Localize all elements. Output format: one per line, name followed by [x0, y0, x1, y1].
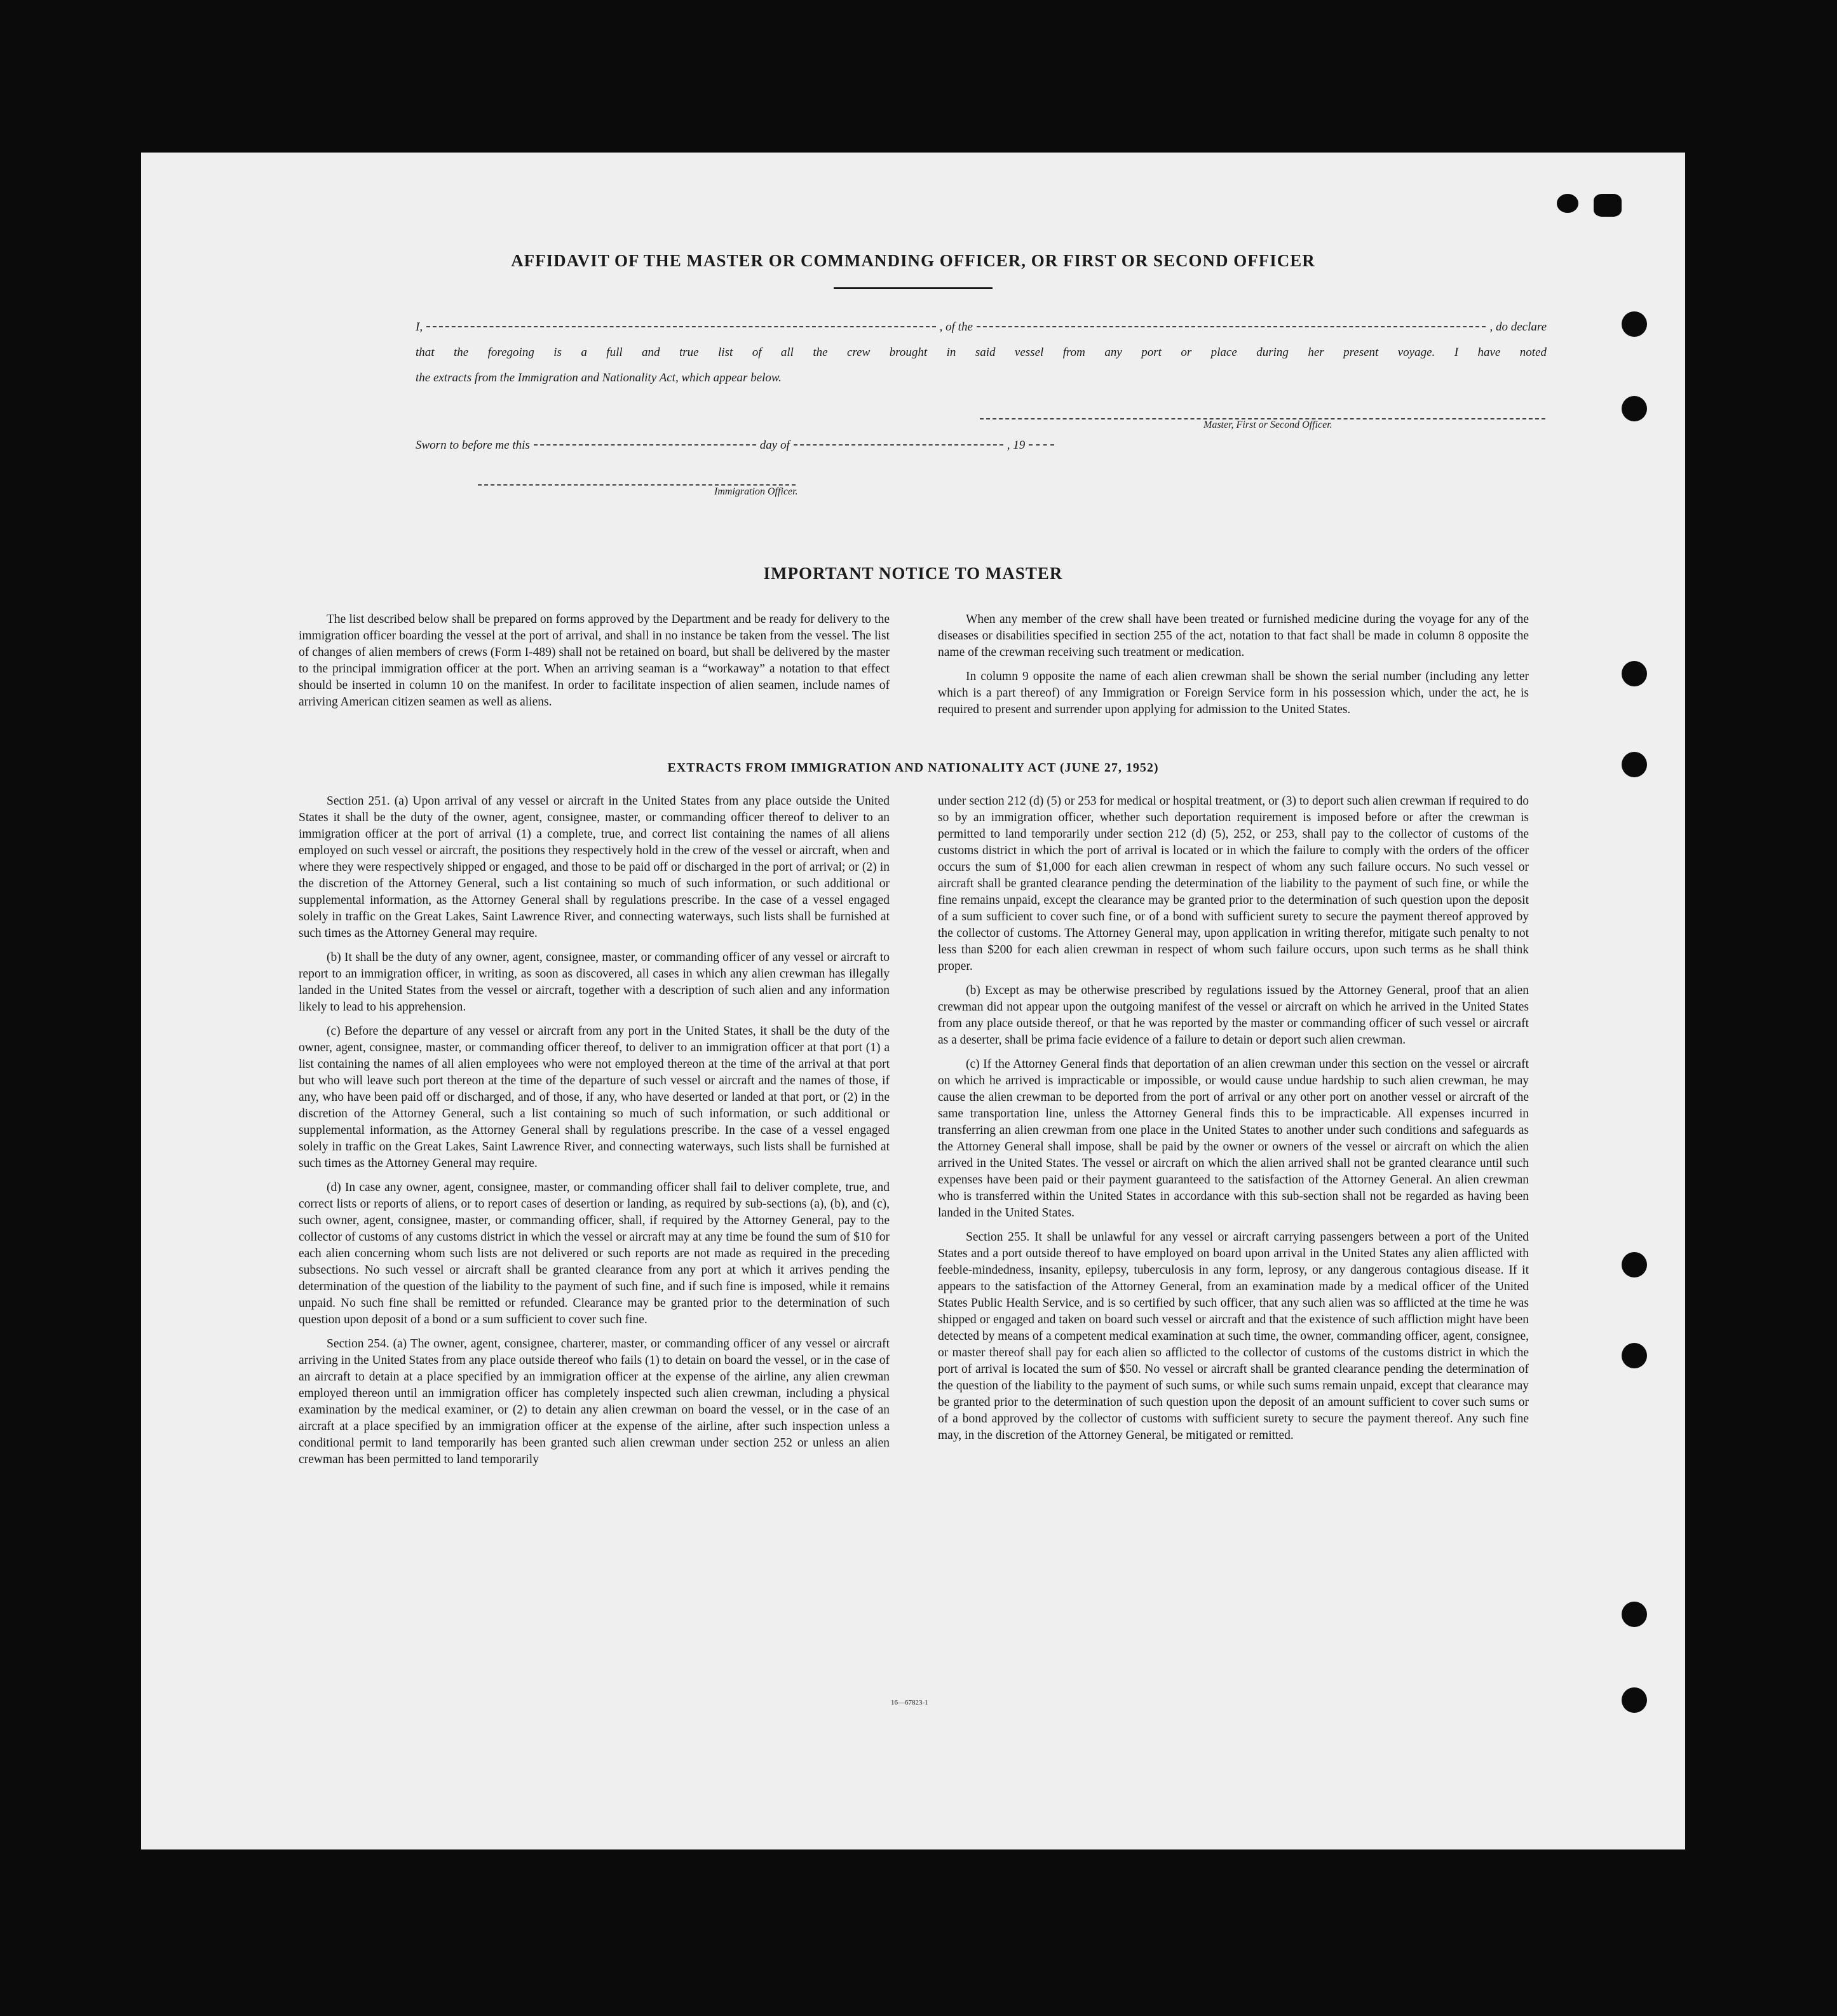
- extract-paragraph: under section 212 (d) (5) or 253 for medical or hospital treatment, or (3) to deport such alien crewman if required to do so by an immigration officer, whether such deportation requirement is imposed before or after the crewman is permitted to land temporarily under section 212 (d) (5), 252, or 253, shall pay to the collector of customs of the customs district in which the port of arrival is located or in which the failure to comply with the orders of the officer occurs the sum of $1,000 for each alien crewman in respect of whom any such failure occurs. No such vessel or aircraft shall be granted clearance pending the determination of the liability to the payment of such fine, or while the fine remains unpaid, except the clearance may be granted prior to the determination of such question upon the deposit of a sum sufficient to cover such fine, or of a bond with sufficient surety to secure the payment thereof approved by the collector of customs. The Attorney General may, upon application in writing therefor, mitigate such penalty to not less than $200 for each alien crewman in respect of whom such failure occurs, upon such terms as he shall think proper.: [938, 794, 1529, 973]
- master-caption: Master, First or Second Officer.: [1203, 419, 1332, 430]
- extract-paragraph: (c) If the Attorney General finds that deportation of an alien crewman under this section on the vessel or aircraft on which he arrived is impracticable or impossible, or would cause undue hardship to such alien crewman, he may cause the alien crewman to be deported from the port of arrival or any other port on another vessel or aircraft of the same transportation line, unless the Attorney General finds this to be impracticable. All expenses incurred in transferring an alien crewman from one place in the United States to another under such conditions and safeguards as the Attorney General shall impose, shall be paid by the owner or owners of the vessel or aircraft on which the alien arrived in the United States. The vessel or aircraft on which the alien arrived shall not be granted clearance until such expenses have been paid or their payment guaranteed to the satisfaction of the Attorney General. An alien crewman who is transferred within the United States in accordance with this sub-section shall not be regarded as having been landed in the United States.: [938, 1058, 1529, 1220]
- name-blank[interactable]: [426, 326, 936, 327]
- extract-paragraph: Section 251. (a) Upon arrival of any vessel or aircraft in the United States from any place outside the United States it shall be the duty of the owner, agent, consignee, master, or commanding officer thereof to deliver to an immigration officer at the port of arrival (1) a complete, true, and correct list containing the names of all aliens employed on such vessel or aircraft, the positions they respectively hold in the crew of the vessel or aircraft, when and where they were respectively shipped or engaged, and those to be paid off or discharged in the port of arrival; or (2) in the discretion of the Attorney General, such a list containing so much of such information, or such additional or supplemental information, as the Attorney General shall by regulations prescribe. In the case of a vessel engaged solely in traffic on the Great Lakes, Saint Lawrence River, and connecting waterways, such lists shall be furnished at such times as the Attorney General may require.: [299, 794, 890, 940]
- officer-signature-line[interactable]: [478, 484, 796, 486]
- declaration-line-1: [416, 315, 1547, 340]
- notice-right-paragraph-1: When any member of the crew shall have been treated or furnished medicine during the voyage for any of the diseases or disabilities specified in section 255 of the act, notation to that fact shall be made in column 8 opposite the name of the crewman receiving such treatment or medication.: [938, 613, 1529, 659]
- punch-hole: [1622, 661, 1647, 686]
- declaration-i: I,: [416, 320, 423, 334]
- declaration-line-3: the extracts from the Immigration and Nationality Act, which appear below.: [416, 371, 782, 385]
- notice-right-paragraph-2: In column 9 opposite the name of each alien crewman shall be shown the serial number (including any letter which is a part thereof) of any Immigration or Foreign Service form in his possession which, under the act, he is required to present and surrender upon applying for admission to the United States.: [938, 670, 1529, 716]
- punch-hole: [1557, 194, 1578, 213]
- sworn-day-blank[interactable]: [534, 444, 756, 446]
- extracts-right-column: [938, 793, 1529, 1444]
- extract-paragraph: (c) Before the departure of any vessel or aircraft from any port in the United States, it shall be the duty of the owner, agent, consignee, master, or commanding officer thereof, to deliver to an immigration officer at that port (1) a list containing the names of all alien employees who were not employed thereon at the time of the arrival at that port but who will leave such port thereon at the time of the departure of such vessel or aircraft and the names of those, if any, who have been paid off or discharged, and of those, if any, who have deserted or landed at that port, or (2) in the discretion of the Attorney General, such a list containing so much of such information, or such additional or supplemental information, as the Attorney General shall by regulations prescribe. In the case of a vessel engaged solely in traffic on the Great Lakes, Saint Lawrence River, and connecting waterways, such lists shall be furnished at such times as the Attorney General may require.: [299, 1025, 890, 1170]
- declaration-line-2: that the foregoing is a full and true list of all the crew brought in said vessel from any port or place during her present voyage. I have noted: [416, 346, 1547, 359]
- affidavit-title: AFFIDAVIT OF THE MASTER OR COMMANDING OFFICER, OR FIRST OR SECOND OFFICER: [511, 251, 1315, 270]
- declaration-of-the: , of the: [939, 320, 973, 334]
- extracts-left-column: [299, 793, 890, 1468]
- extract-paragraph: (b) Except as may be otherwise prescribed by regulations issued by the Attorney General, proof that an alien crewman did not appear upon the outgoing manifest of the vessel or aircraft on which he arrived in the United States from any place outside thereof, or that he was reported by the master or commanding officer of such vessel or aircraft as a deserter, shall be prima facie evidence of a failure to detain or deport such alien crewman.: [938, 984, 1529, 1047]
- sworn-month-blank[interactable]: [794, 444, 1003, 446]
- notice-left-column: [299, 611, 890, 711]
- extract-paragraph: Section 254. (a) The owner, agent, consignee, charterer, master, or commanding officer of any vessel or aircraft arriving in the United States from any place outside thereof who fails (1) to detain on board the vessel, or in the case of an aircraft to detain at a place specified by an immigration officer at the expense of the airline, any alien crewman employed thereon until an immigration officer has completely inspected such alien crewman, including a physical examination by the medical examiner, or (2) to detain any alien crewman on board the vessel, or in the case of an aircraft at a place specified by an immigration officer at the expense of the airline, after such inspection unless a conditional permit to land temporarily has been granted such alien crewman under section 252 or unless an alien crewman has been permitted to land temporarily: [299, 1337, 890, 1466]
- punch-hole: [1622, 1343, 1647, 1368]
- punch-hole: [1594, 194, 1622, 217]
- sworn-prefix: Sworn to before me this: [416, 439, 530, 452]
- declaration-do-declare: , do declare: [1489, 320, 1547, 334]
- punch-hole: [1622, 752, 1647, 777]
- sworn-day-of: day of: [759, 439, 790, 452]
- sworn-line: [416, 439, 1115, 453]
- title-underline: [834, 287, 993, 289]
- punch-hole: [1622, 1602, 1647, 1627]
- extracts-title: EXTRACTS FROM IMMIGRATION AND NATIONALITY ACT (JUNE 27, 1952): [667, 761, 1159, 775]
- notice-left-paragraph: The list described below shall be prepared on forms approved by the Department and be ready for delivery to the immigration officer boarding the vessel at the port of arrival, and shall in no instance be taken from the vessel. The list of changes of alien members of crews (Form I-489) shall not be retained on board, but shall be delivered by the master to the principal immigration officer at the port. When an arriving seaman is a “workaway” a notation to that effect should be inserted in column 10 on the manifest. In order to facilitate inspection of alien seamen, include names of arriving American citizen seamen as well as aliens.: [299, 613, 890, 709]
- notice-right-column: [938, 611, 1529, 718]
- officer-caption: Immigration Officer.: [714, 486, 798, 497]
- extract-paragraph: Section 255. It shall be unlawful for any vessel or aircraft carrying passengers between a port of the United States and a port outside thereof to have employed on board upon arrival in the United States any alien afflicted with feeble-mindedness, insanity, epilepsy, tuberculosis in any form, leprosy, or any dangerous contagious disease. If it appears to the satisfaction of the Attorney General, from an examination made by a medical officer of the United States Public Health Service, and is so certified by such officer, that any such alien was so afflicted at the time he was shipped or engaged and taken on board such vessel or aircraft and that the existence of such affliction might have been detected by means of a competent medical examination at such time, the owner, commanding officer, agent, consignee, or master thereof shall pay for each alien so afflicted to the collector of customs of the customs district in which the port of arrival is located the sum of $50. No vessel or aircraft shall be granted clearance pending the determination of the question of the liability to the payment of such sums, or while such sums remain unpaid, except that clearance may be granted prior to the determination of such question upon the deposit of an amount sufficient to cover such sums or of a bond approved by the collector of customs with sufficient surety to secure the payment thereof. Any such fine may, in the discretion of the Attorney General, be mitigated or remitted.: [938, 1230, 1529, 1442]
- punch-hole: [1622, 311, 1647, 337]
- declaration-block: [416, 315, 1547, 391]
- sworn-year-blank[interactable]: [1029, 444, 1054, 446]
- vessel-blank[interactable]: [977, 326, 1486, 327]
- notice-title: IMPORTANT NOTICE TO MASTER: [763, 564, 1063, 583]
- punch-hole: [1622, 1252, 1647, 1277]
- extract-paragraph: (d) In case any owner, agent, consignee, master, or commanding officer shall fail to deliver complete, true, and correct lists or reports of aliens, or to report cases of desertion or landing, as required by sub-sections (a), (b), and (c), such owner, agent, consignee, master, or commanding officer, shall, if required by the Attorney General, pay to the collector of customs of any customs district in which the vessel or aircraft may at any time be found the sum of $10 for each alien concerning whom such lists are not delivered or such reports are not made as required in the preceding subsections. No such vessel or aircraft shall be granted clearance from any port at which it arrives pending the determination of the question of the liability to the payment of such fine, and if such fine is imposed, while it remains unpaid. No such fine shall be remitted or refunded. Clearance may be granted prior to the determination of such question upon deposit of a bond or a sum sufficient to cover such fine.: [299, 1181, 890, 1326]
- document-page: [141, 153, 1685, 1849]
- punch-hole: [1622, 396, 1647, 421]
- form-code: 16—67823-1: [891, 1699, 928, 1706]
- extract-paragraph: (b) It shall be the duty of any owner, agent, consignee, master, or commanding officer of any vessel or aircraft to report to an immigration officer, in writing, as soon as discovered, all cases in which any alien crewman has illegally landed in the United States from the vessel or aircraft, together with a description of such alien and any information likely to lead to his apprehension.: [299, 951, 890, 1014]
- punch-hole: [1622, 1687, 1647, 1713]
- sworn-year: , 19: [1007, 439, 1026, 452]
